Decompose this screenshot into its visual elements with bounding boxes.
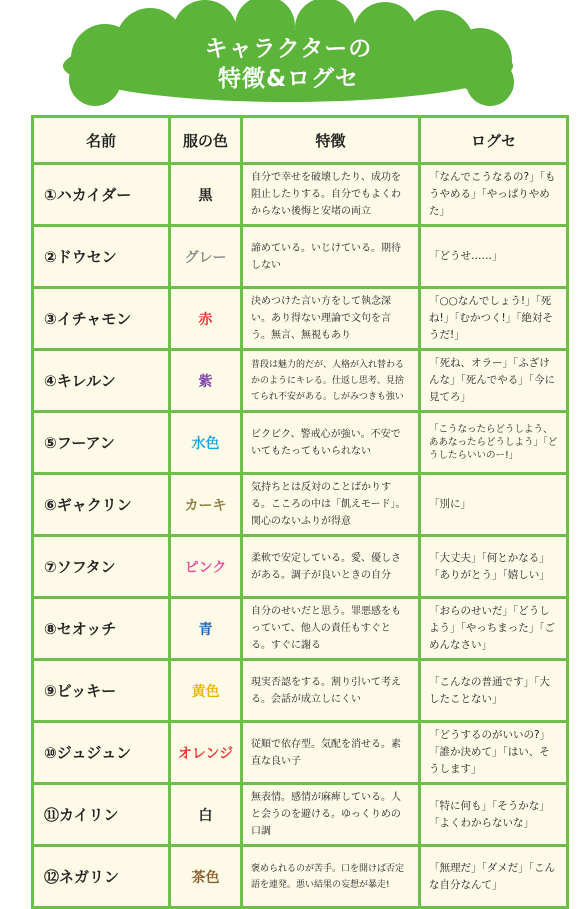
outfit-color: グレー	[170, 226, 242, 288]
table-row	[33, 412, 568, 474]
character-name: ⑦ソフタン	[33, 536, 170, 598]
character-trait: 自分のせいだと思う。罪悪感をもっていて、他人の責任もすぐとる。すぐに謝る	[242, 598, 420, 660]
character-trait: 従順で依存型。気配を消せる。素直な良い子	[242, 722, 420, 784]
character-phrase: 「なんでこうなるの?」「もうやめる」「やっぱりやめた」	[420, 164, 568, 226]
title-banner	[0, 0, 577, 110]
character-table	[31, 115, 569, 909]
outfit-color: 水色	[170, 412, 242, 474]
character-phrase: 「どうせ……」	[420, 226, 568, 288]
outfit-color: 青	[170, 598, 242, 660]
character-trait: 無表情。感情が麻痺している。人と会うのを避ける。ゆっくりめの口調	[242, 784, 420, 846]
table-row	[33, 784, 568, 846]
table-row	[33, 164, 568, 226]
outfit-color: カーキ	[170, 474, 242, 536]
character-trait: 決めつけた言い方をして執念深い。あり得ない理論で文句を言う。無言、無視もあり	[242, 288, 420, 350]
character-phrase: 「○○なんでしょう!」「死ね!」「むかつく!」「絶対そうだ!」	[420, 288, 568, 350]
table-row	[33, 536, 568, 598]
outfit-color: 黄色	[170, 660, 242, 722]
character-name: ①ハカイダー	[33, 164, 170, 226]
outfit-color: オレンジ	[170, 722, 242, 784]
table-row	[33, 288, 568, 350]
character-phrase: 「無理だ」「ダメだ」「こんな自分なんて」	[420, 846, 568, 908]
character-trait: ビクビク、警戒心が強い。不安でいてもたってもいられない	[242, 412, 420, 474]
character-phrase: 「別に」	[420, 474, 568, 536]
outfit-color: 赤	[170, 288, 242, 350]
character-name: ⑨ビッキー	[33, 660, 170, 722]
character-phrase: 「こんなの普通です」「大したことない」	[420, 660, 568, 722]
character-name: ②ドウセン	[33, 226, 170, 288]
outfit-color: ピンク	[170, 536, 242, 598]
outfit-color: 黒	[170, 164, 242, 226]
header-trait: 特徴	[242, 117, 420, 164]
character-phrase: 「どうするのがいいの?」「誰か決めて」「はい、そうします」	[420, 722, 568, 784]
character-trait: 現実否認をする。割り引いて考える。会話が成立しにくい	[242, 660, 420, 722]
character-trait: 気持ちとは反対のことばかりする。こころの中は「飢えモード」。関心のないふりが得意	[242, 474, 420, 536]
table-row	[33, 474, 568, 536]
table-row	[33, 660, 568, 722]
character-trait: 普段は魅力的だが、人格が入れ替わるかのようにキレる。仕返し思考、見捨てられ不安がある。しがみつきも強い	[242, 350, 420, 412]
character-name: ③イチャモン	[33, 288, 170, 350]
header-phrase: ログセ	[420, 117, 568, 164]
outfit-color: 白	[170, 784, 242, 846]
character-trait: 柔軟で安定している。愛、優しさがある。調子が良いときの自分	[242, 536, 420, 598]
outfit-color: 紫	[170, 350, 242, 412]
character-name: ⑪カイリン	[33, 784, 170, 846]
header-color: 服の色	[170, 117, 242, 164]
table-row	[33, 846, 568, 908]
character-name: ⑥ギャクリン	[33, 474, 170, 536]
character-trait: 褒められるのが苦手。口を開けば否定語を連発。悪い結果の妄想が暴走!	[242, 846, 420, 908]
character-trait: 自分で幸せを破壊したり、成功を阻止したりする。自分でもよくわからない後悔と安堵の両立	[242, 164, 420, 226]
table-header-row	[33, 117, 568, 164]
character-phrase: 「死ね、オラー」「ふざけんな」「死んでやる」「今に見てろ」	[420, 350, 568, 412]
table-row	[33, 226, 568, 288]
character-name: ⑤フーアン	[33, 412, 170, 474]
character-phrase: 「こうなったらどうしよう、ああなったらどうしよう」「どうしたらいいのー!」	[420, 412, 568, 474]
character-name: ⑩ジュジュン	[33, 722, 170, 784]
page-title-line2: 特徴&ログセ	[217, 66, 360, 92]
header-name: 名前	[33, 117, 170, 164]
table-row	[33, 598, 568, 660]
character-phrase: 「特に何も」「そうかな」「よくわからないな」	[420, 784, 568, 846]
page-title-line1: キャラクターの	[204, 36, 373, 62]
character-name: ⑫ネガリン	[33, 846, 170, 908]
character-name: ⑧セオッチ	[33, 598, 170, 660]
table-row	[33, 350, 568, 412]
table-row	[33, 722, 568, 784]
outfit-color: 茶色	[170, 846, 242, 908]
character-name: ④キレルン	[33, 350, 170, 412]
character-phrase: 「大丈夫」「何とかなる」「ありがとう」「嬉しい」	[420, 536, 568, 598]
character-phrase: 「おらのせいだ」「どうしよう」「やっちまった」「ごめんなさい」	[420, 598, 568, 660]
character-trait: 諦めている。いじけている。期待しない	[242, 226, 420, 288]
